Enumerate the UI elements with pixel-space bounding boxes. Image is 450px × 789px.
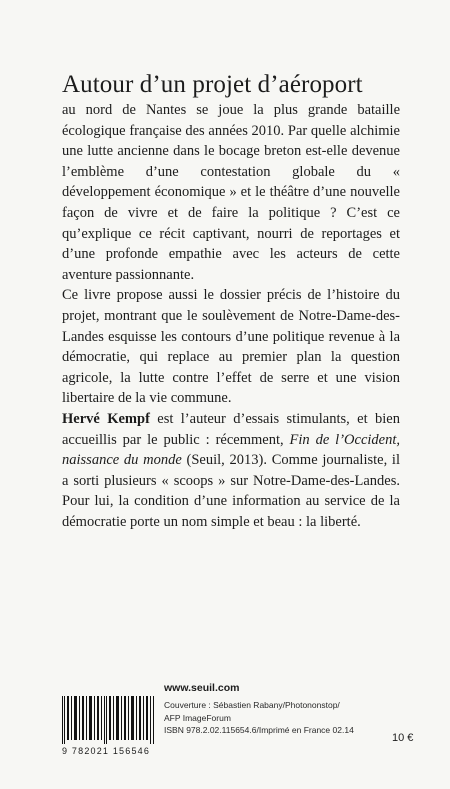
isbn-line: ISBN 978.2.02.115654.6/Imprimé en France 02.14: [164, 725, 354, 735]
bio-text-2: (Seuil, 2013). Comme journaliste, il a sorti plusieurs « scoops » sur Notre-Dame-des-Landes. Pour lui, la condition d’une information au service de la démocratie porte un nom simple et beau : la liberté.: [62, 452, 400, 530]
cover-credits: [164, 699, 354, 737]
publisher-website: www.seuil.com: [164, 682, 240, 694]
author-name: Hervé Kempf: [62, 410, 150, 427]
bio-text-1: est l’auteur d’essais stimulants, et bien accueillis par le public : récemment,: [62, 410, 400, 448]
barcode-icon: [62, 696, 156, 744]
book-title: Fin de l’Occident, naissance du monde: [62, 431, 400, 469]
price-label: 10 €: [392, 732, 414, 744]
blurb-paragraph-2: Ce livre propose aussi le dossier précis de l’histoire du projet, montrant que le soulèvement de Notre-Dame-des-Landes esquisse les contours d’une politique revenue à la démocratie, qui replace au premier plan la question agricole, la lutte contre l’effet de serre et une vision libertaire de la vie commune.: [62, 287, 400, 407]
blurb-paragraph-1: au nord de Nantes se joue la plus grande bataille écologique française des années 2010. Par quelle alchimie une lutte ancienne dans le bocage breton est-elle devenue l’emblème d’une contestation globale du « développement économique » et le théâtre d’une nouvelle façon de vivre et de faire la politique ? C’est ce qu’explique ce récit captivant, nourri de reportages et d’une profonde empathie avec les acteurs de cette aventure passionnante.: [62, 102, 400, 283]
author-bio: [62, 409, 400, 533]
barcode-digits: 9 782021 156546: [62, 746, 151, 756]
cover-footer: [62, 680, 422, 760]
credit-line-2: AFP ImageForum: [164, 712, 231, 723]
credit-line-1: Couverture : Sébastien Rabany/Photononstop/: [164, 700, 340, 710]
blurb-title: Autour d’un projet d’aéroport: [62, 71, 363, 98]
blurb: [62, 70, 400, 532]
